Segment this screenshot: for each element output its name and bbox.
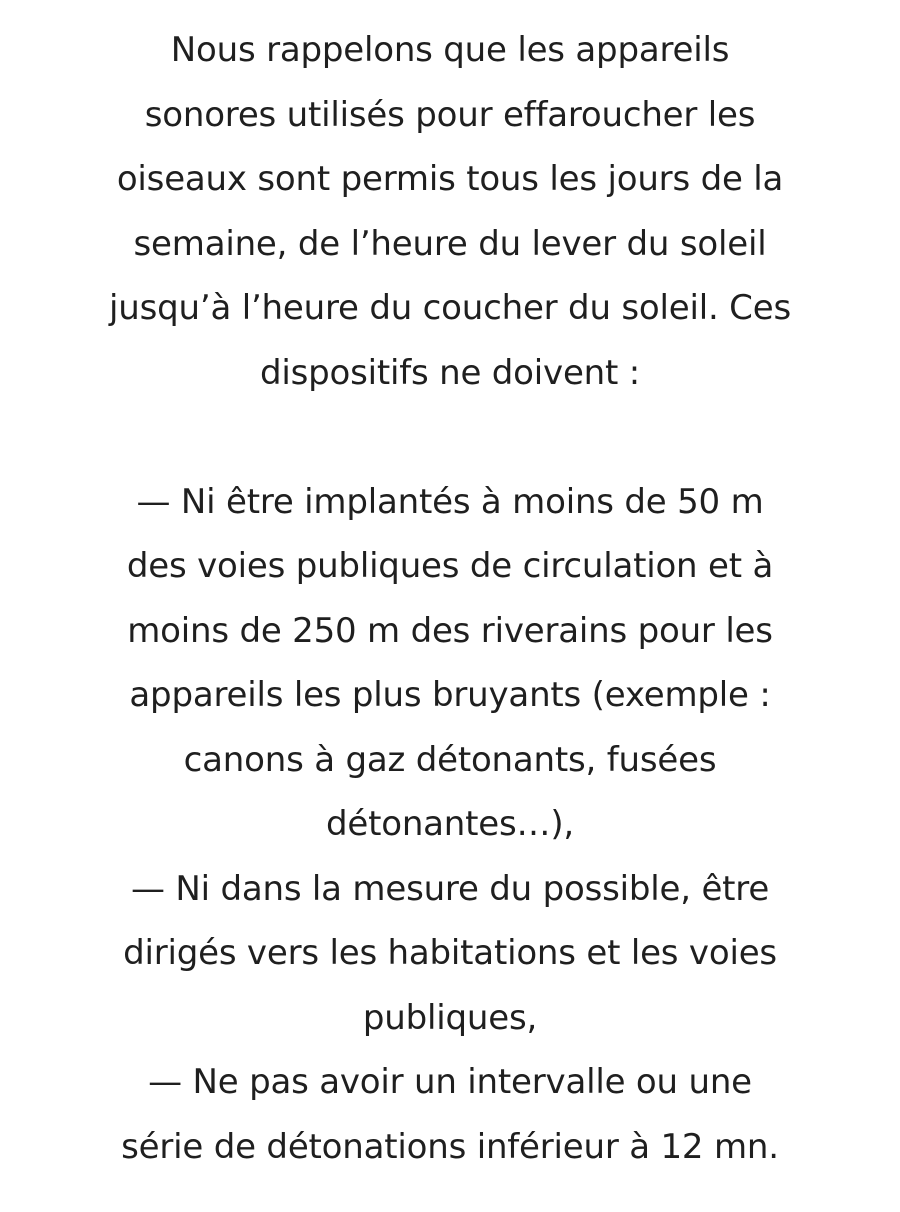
intro-line: jusqu’à l’heure du coucher du soleil. Ces [109, 288, 791, 328]
restriction-line: — Ni être implantés à moins de 50 m [136, 481, 764, 522]
restriction-line: des voies publiques de circulation et à [126, 546, 774, 586]
intro-line: Nous rappelons que les appareils [170, 30, 730, 70]
paragraph-spacer [40, 405, 860, 470]
intro-line: oiseaux sont permis tous les jours de la [116, 159, 784, 199]
restriction-line: — Ni dans la mesure du possible, être [130, 868, 770, 909]
intro-paragraph [40, 18, 860, 405]
restriction-line: publiques, [362, 997, 538, 1038]
restriction-line: canons à gaz détonants, fusées [183, 739, 717, 780]
restriction-line: série de détonations inférieur à 12 mn. [121, 1126, 779, 1167]
article-body [40, 18, 860, 1179]
intro-line: sonores utilisés pour effaroucher les [144, 94, 756, 135]
restriction-line: détonantes…), [325, 804, 574, 844]
restriction-line: — Ne pas avoir un intervalle ou une [148, 1062, 752, 1102]
restriction-line: dirigés vers les habitations et les voies [123, 933, 777, 973]
restriction-line: appareils les plus bruyants (exemple : [129, 675, 771, 715]
restriction-line: moins de 250 m des riverains pour les [127, 610, 773, 651]
restrictions-paragraph [40, 470, 860, 1180]
intro-line: semaine, de l’heure du lever du soleil [133, 223, 767, 264]
intro-line: dispositifs ne doivent : [259, 352, 641, 393]
